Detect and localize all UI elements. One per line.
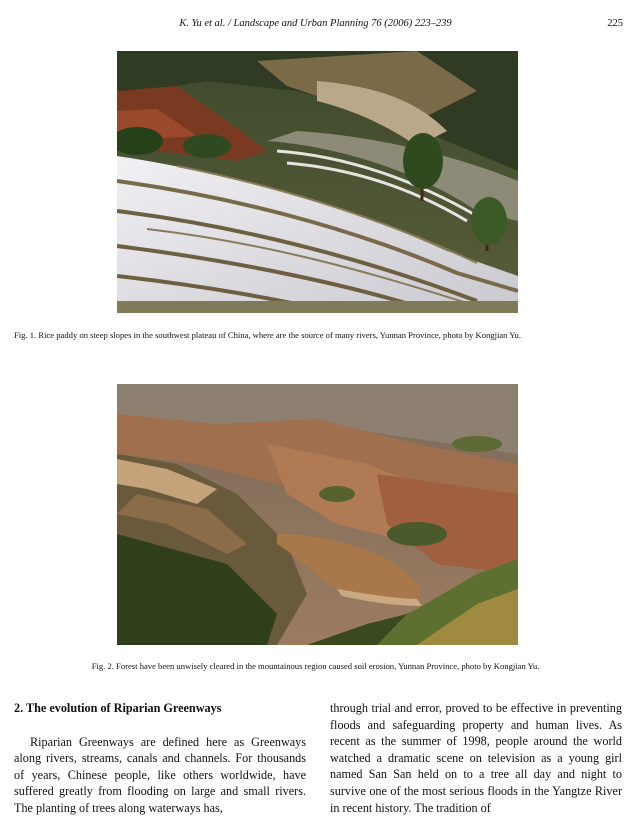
running-header (0, 18, 631, 32)
figure-2-photo (117, 384, 518, 645)
section-heading: 2. The evolution of Riparian Greenways (14, 701, 222, 715)
figure-1-photo (117, 51, 518, 313)
journal-citation: K. Yu et al. / Landscape and Urban Planning 76 (2006) 223–239 (179, 18, 452, 29)
page-number: 225 (607, 18, 623, 29)
figure-2-caption: Fig. 2. Forest have been unwisely cleared in the mountainous region caused soil erosion, Yunnan Province, photo by Kongjian Yu. (91, 661, 540, 671)
figure-1-caption: Fig. 1. Rice paddy on steep slopes in the southwest plateau of China, where are the source of many rivers, Yunnan Province, photo by Kongjian Yu. (14, 330, 522, 340)
left-column (14, 700, 306, 817)
body-paragraph-right: through trial and error, proved to be effective in preventing floods and safeguarding property and human lives. As recent as the summer of 1998, people around the world watched a dramatic scene on television as a young girl named San San held on to a tree all day and night to survive one of the most serious floods in the Yangtze River in recent history. The tradition of (330, 701, 622, 815)
right-column (330, 700, 622, 816)
body-paragraph-left: Riparian Greenways are defined here as Greenways along rivers, streams, canals and channels. For thousands of years, Chinese people, like others worldwide, have suffered greatly from flooding on large and small rivers. The planting of trees along waterways has, (14, 734, 306, 815)
